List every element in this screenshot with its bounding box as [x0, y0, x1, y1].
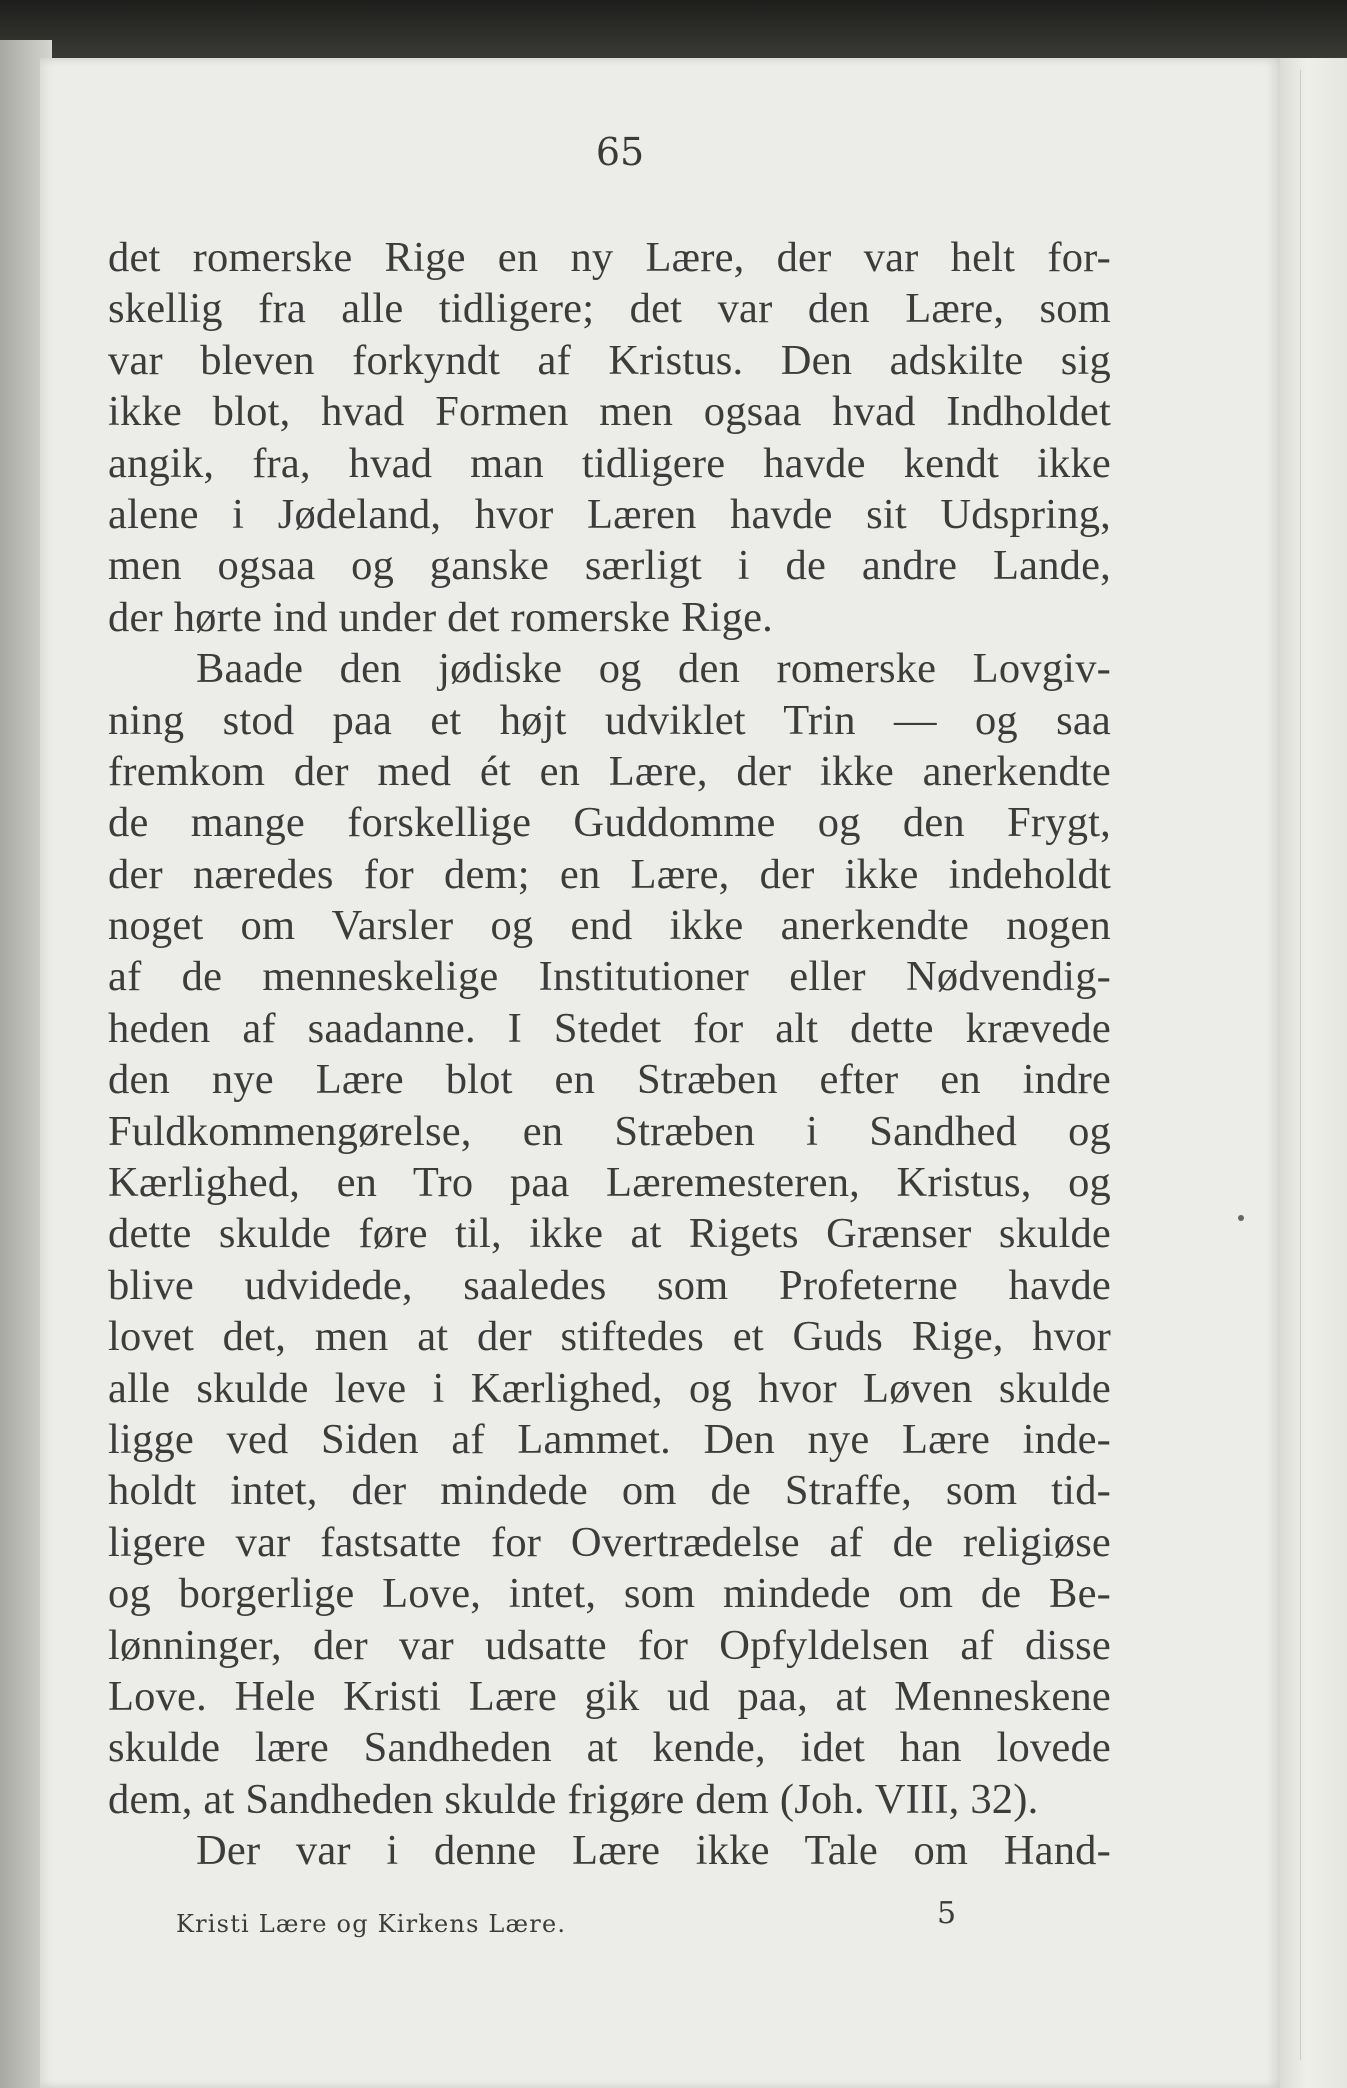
text-line: de mange forskellige Guddomme og den Frygt,	[108, 799, 1111, 847]
text-line: ikke blot, hvad Formen men ogsaa hvad Indholdet	[108, 388, 1111, 436]
text-line: Baade den jødiske og den romerske Lovgiv-	[196, 645, 1111, 693]
sheet-number: 5	[937, 1896, 957, 1931]
text-line: lønninger, der var udsatte for Opfyldelsen af disse	[108, 1621, 1111, 1669]
body-text	[108, 232, 1111, 1877]
text-line: af de menneskelige Institutioner eller Nødvendig-	[108, 953, 1111, 1001]
text-line: ligere var fastsatte for Overtrædelse af de religiøse	[108, 1518, 1111, 1566]
ink-speck	[1238, 1215, 1244, 1221]
text-line: Fuldkommengørelse, en Stræben i Sandhed og	[108, 1107, 1111, 1155]
text-line: og borgerlige Love, intet, som mindede om de Be-	[108, 1570, 1111, 1618]
text-line: holdt intet, der mindede om de Straffe, som tid-	[108, 1467, 1111, 1515]
text-line: blive udvidede, saaledes som Profeterne havde	[108, 1261, 1111, 1309]
text-line: var bleven forkyndt af Kristus. Den adskilte sig	[108, 336, 1111, 384]
text-line: men ogsaa og ganske særligt i de andre Lande,	[108, 542, 1111, 590]
text-line: lovet det, men at der stiftedes et Guds Rige, hvor	[108, 1313, 1111, 1361]
text-line: den nye Lære blot en Stræben efter en indre	[108, 1056, 1111, 1104]
page-fore-edge	[1280, 58, 1347, 2088]
text-line: heden af saadanne. I Stedet for alt dette krævede	[108, 1004, 1111, 1052]
text-line: skellig fra alle tidligere; det var den Lære, som	[108, 285, 1111, 333]
text-line: ligge ved Siden af Lammet. Den nye Lære inde-	[108, 1415, 1111, 1463]
text-line: det romerske Rige en ny Lære, der var helt for-	[108, 234, 1111, 281]
text-line: der næredes for dem; en Lære, der ikke indeholdt	[108, 850, 1111, 898]
text-line: angik, fra, hvad man tidligere havde kendt ikke	[108, 439, 1111, 487]
signature-mark: Kristi Lære og Kirkens Lære.	[176, 1910, 567, 1938]
text-line: der hørte ind under det romerske Rige.	[108, 593, 773, 641]
text-line: ning stod paa et højt udviklet Trin — og saa	[108, 696, 1111, 744]
text-line: Der var i denne Lære ikke Tale om Hand-	[196, 1827, 1111, 1875]
text-line: alene i Jødeland, hvor Læren havde sit Udspring,	[108, 490, 1111, 538]
text-line: Kærlighed, en Tro paa Læremesteren, Kristus, og	[108, 1159, 1111, 1207]
text-line: fremkom der med ét en Lære, der ikke anerkendte	[108, 747, 1111, 795]
text-line: noget om Varsler og end ikke anerkendte nogen	[108, 902, 1111, 950]
text-line: Love. Hele Kristi Lære gik ud paa, at Menneskene	[108, 1672, 1111, 1720]
book-top-edge	[0, 0, 1347, 60]
text-line: dem, at Sandheden skulde frigøre dem (Joh. VIII, 32).	[108, 1775, 1039, 1823]
text-line: skulde lære Sandheden at kende, idet han lovede	[108, 1724, 1111, 1772]
page-number: 65	[595, 130, 645, 174]
page-edge-line	[1300, 70, 1301, 2060]
text-line: dette skulde føre til, ikke at Rigets Grænser skulde	[108, 1210, 1111, 1258]
text-line: alle skulde leve i Kærlighed, og hvor Løven skulde	[108, 1364, 1111, 1412]
